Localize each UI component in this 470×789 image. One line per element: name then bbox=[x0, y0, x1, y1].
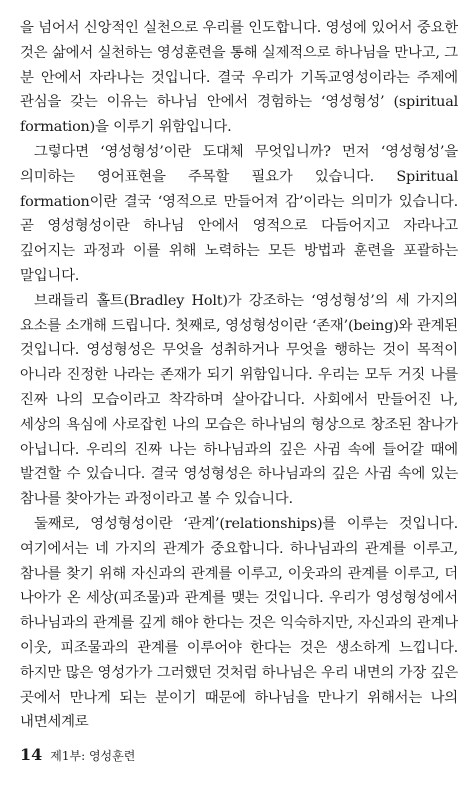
page-number: 14 bbox=[20, 745, 43, 764]
paragraph-4: 둘째로, 영성형성이란 ‘관계’(relationships)를 이루는 것입니다. 여기에서는 네 가지의 관계가 중요합니다. 하나님과의 관계를 이루고, 참나를 찾기 위해 자신과의 관계를 이루고, 이웃과의 관계를 이루고, 더 나아가 온 세상(피조물)과 관계를 맺는 것입니다. 우리가 영성형성에서 하나님과의 관계를 깊게 해야 한다는 것은 익숙하지만, 자신과의 관계나 이웃, 피조물과의 관계를 이루어야 한다는 것은 생소하게 느낍니다. 하지만 많은 영성가가 그러했던 것처럼 하나님은 우리 내면의 가장 깊은 곳에서 만나게 되는 분이기 때문에 하나님을 만나기 위해서는 나의 내면세계로 bbox=[20, 515, 458, 731]
paragraph-3: 브래들리 홀트(Bradley Holt)가 강조하는 ‘영성형성’의 세 가지의 요소를 소개해 드립니다. 첫째로, 영성형성이란 ‘존재’(being)와 관계된 것입니다. 영성형성은 무엇을 성취하거나 무엇을 행하는 것이 목적이 아니라 진정한 나라는 존재가 되기 위함입니다. 우리는 모두 거짓 나를 진짜 나의 모습이라고 착각하며 살아갑니다. 사회에서 만들어진 나, 세상의 욕심에 사로잡힌 나의 모습은 하나님의 형상으로 창조된 참나가 아닙니다. 우리의 진짜 나는 하나님과의 깊은 사귐 속에 들어갈 때에 발견할 수 있습니다. 결국 영성형성은 하나님과의 깊은 사귐 속에 있는 참나를 찾아가는 과정이라고 볼 수 있습니다. bbox=[20, 292, 458, 508]
page-footer bbox=[20, 745, 135, 769]
running-head: 제1부: 영성훈련 bbox=[50, 749, 136, 763]
paragraph-1: 을 넘어서 신앙적인 실천으로 우리를 인도합니다. 영성에 있어서 중요한 것은 삶에서 실천하는 영성훈련을 통해 실제적으로 하나님을 만나고, 그 분 안에서 자라나는 것입니다. 결국 우리가 기독교영성이라는 주제에 관심을 갖는 이유는 하나님 안에서 경험하는 ‘영성형성’ (spiritual formation)을 이루기 위함입니다. bbox=[20, 20, 458, 136]
page-body bbox=[20, 16, 458, 735]
paragraph-2: 그렇다면 ‘영성형성’이란 도대체 무엇입니까? 먼저 ‘영성형성’을 의미하는 영어표현을 주목할 필요가 있습니다. Spiritual formation이란 결국 ‘영적으로 만들어져 감’이라는 의미가 있습니다. 곧 영성형성이란 하나님 안에서 영적으로 다듬어지고 자라나고 깊어지는 과정과 이를 위해 노력하는 모든 방법과 훈련을 포괄하는 말입니다. bbox=[20, 143, 458, 284]
